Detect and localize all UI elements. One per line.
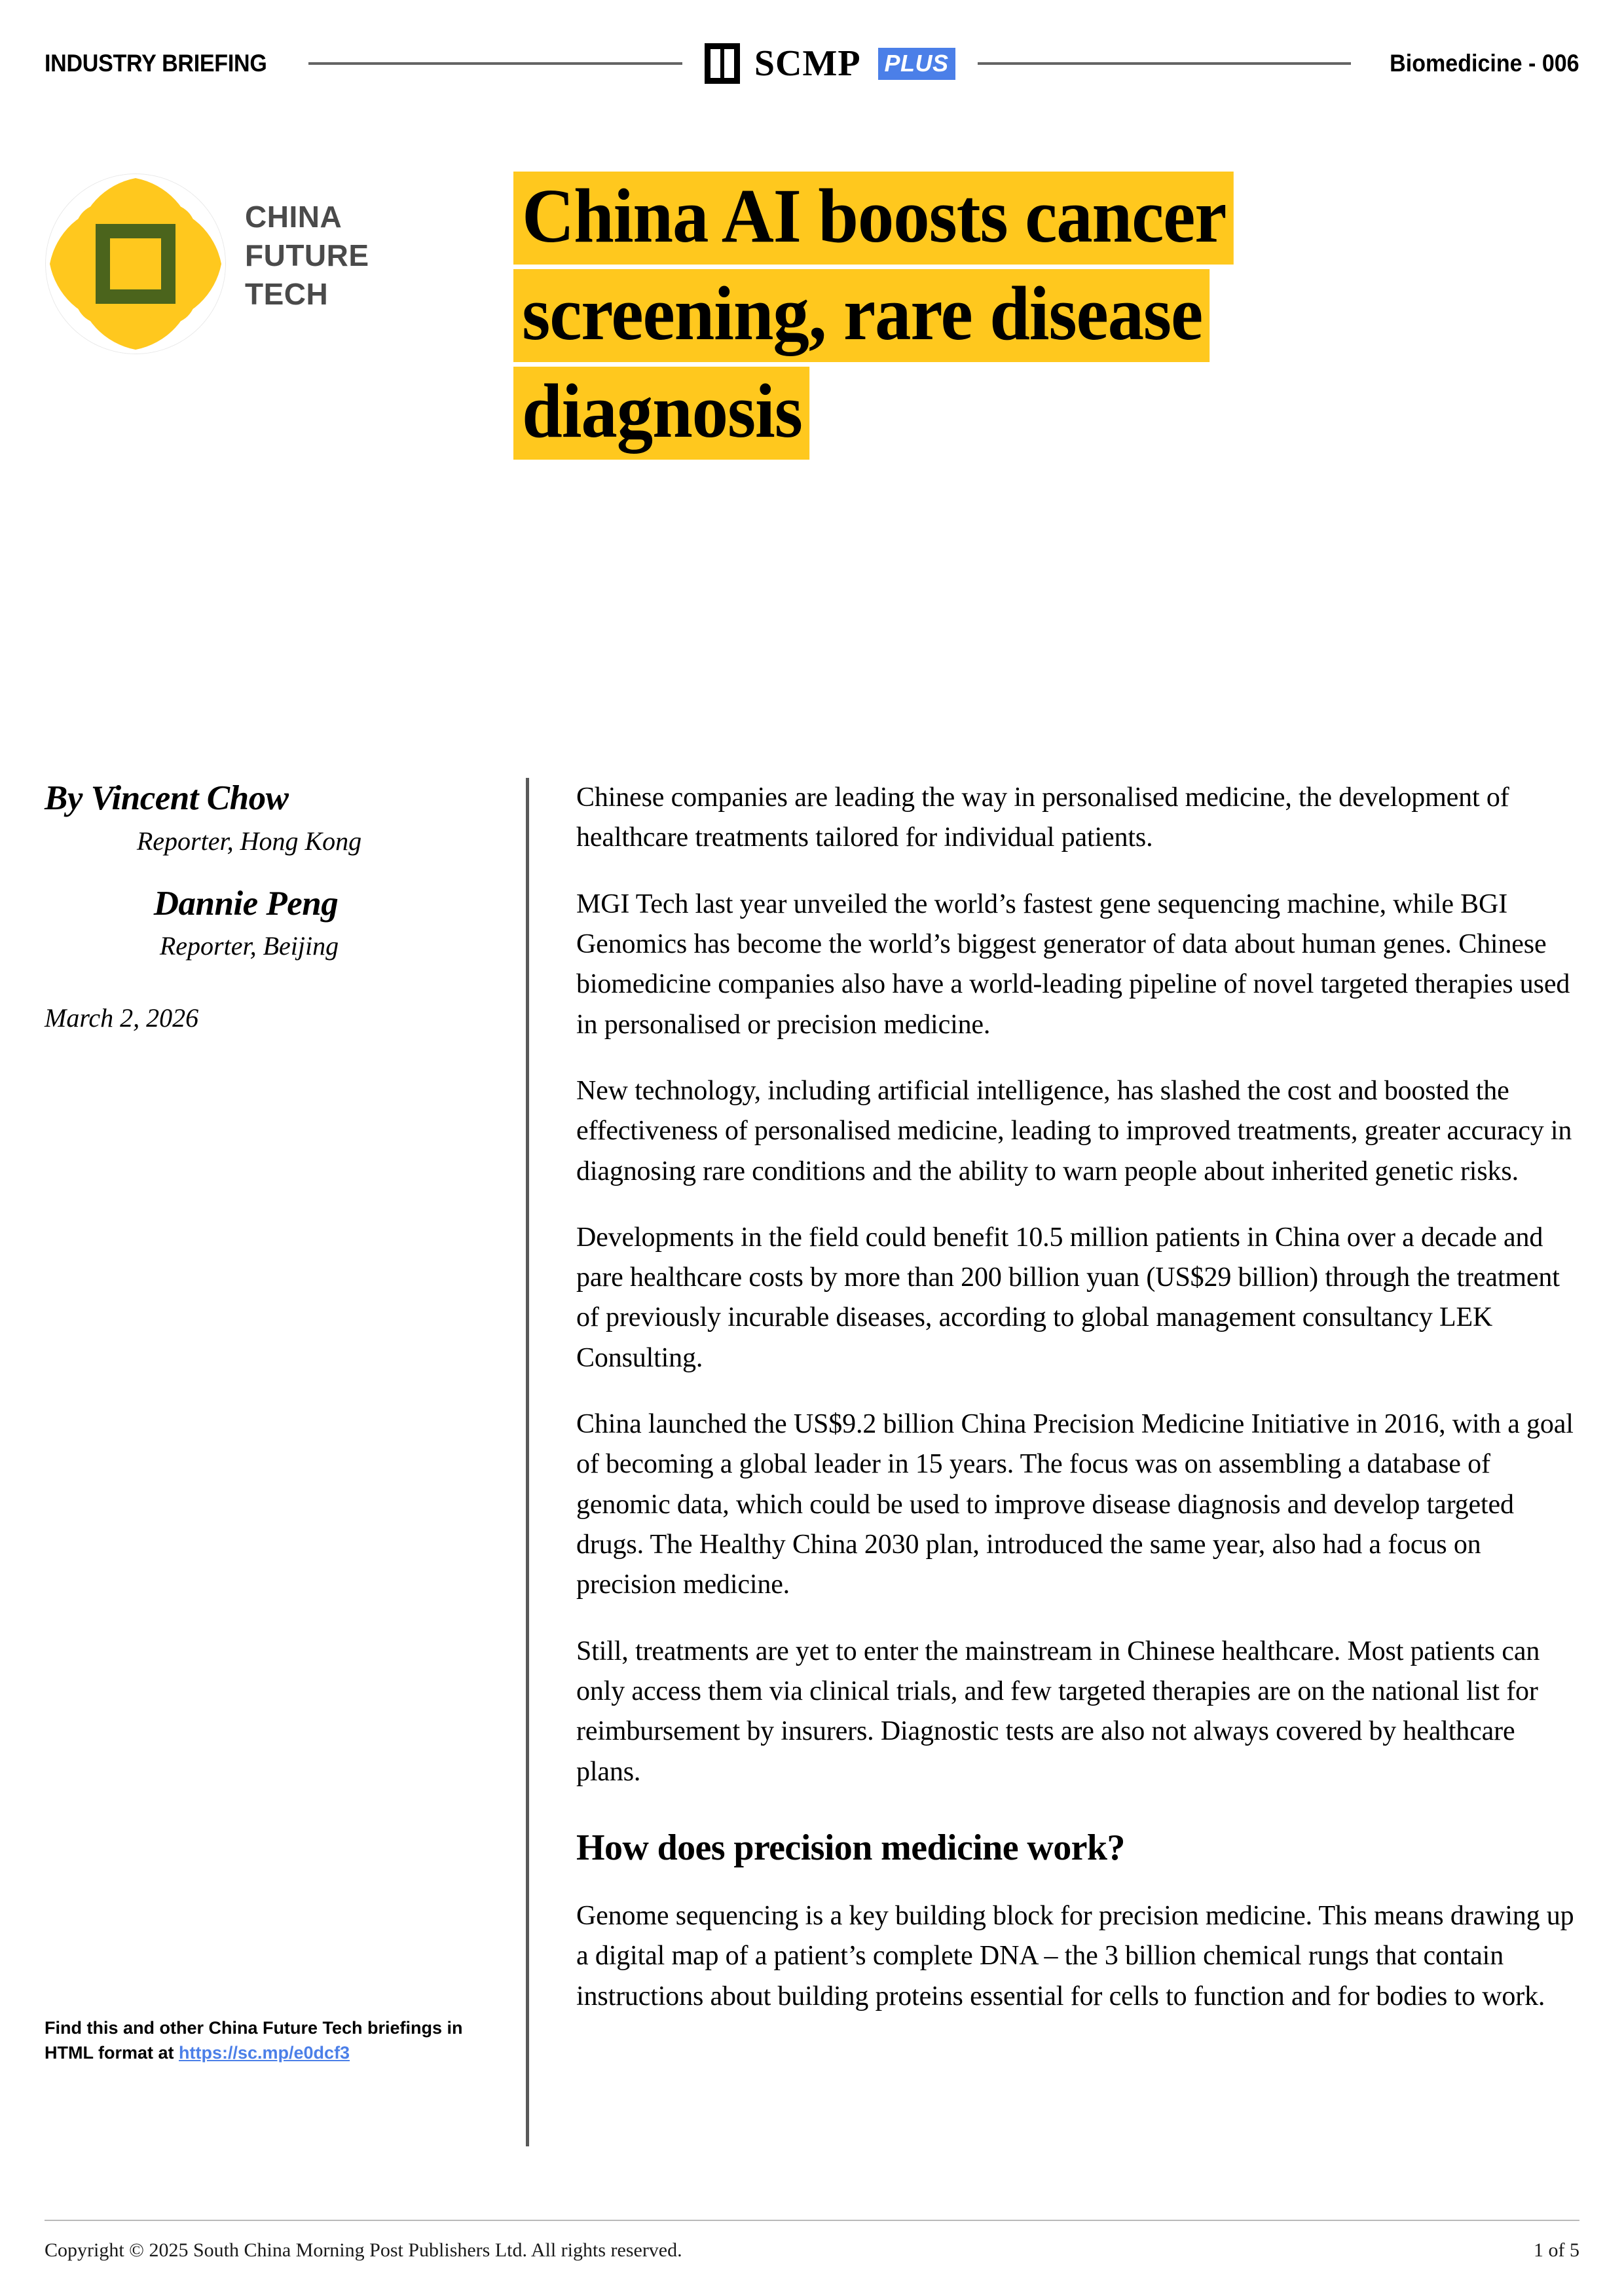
byline-column: [45, 778, 526, 2146]
publish-date: March 2, 2026: [45, 1003, 199, 1033]
body-paragraph: Chinese companies are leading the way in personalised medicine, the development of healthcare treatments tailored for individual patients.: [576, 782, 1509, 853]
series-label: Biomedicine - 006: [1390, 50, 1580, 77]
wordmark-line-3: TECH: [245, 276, 329, 311]
wordmark-line-1: CHINA: [245, 200, 342, 234]
byline-role-2: Reporter, Beijing: [159, 931, 339, 961]
scmp-square-icon: [705, 43, 740, 84]
body-paragraph: New technology, including artificial intelligence, has slashed the cost and boosted the effectiveness of personalised medicine, leading to improved treatments, greater accuracy in diagnosing rare conditions and the ability to warn people about inherited genetic risks.: [576, 1075, 1572, 1186]
page-title: [509, 172, 1583, 464]
body-paragraph: Still, treatments are yet to enter the mainstream in Chinese healthcare. Most patients can only access them via clinical trials, and few targeted therapies are on the national list for reimbursement by insurers. Diagnostic tests are also not always covered by healthcare plans.: [576, 1636, 1540, 1787]
section-subheading: How does precision medicine work?: [576, 1827, 1125, 1868]
body-column: [529, 778, 1583, 2146]
plus-badge: PLUS: [878, 48, 955, 80]
body-paragraph: MGI Tech last year unveiled the world’s fastest gene sequencing machine, while BGI Genomics has become the world’s biggest generator of data about human genes. Chinese biomedicine companies also have a world-leading pipeline of novel targeted therapies used in personalised or precision medicine.: [576, 889, 1570, 1040]
scmp-wordmark: SCMP: [754, 43, 861, 84]
masthead: [45, 172, 1583, 464]
china-future-tech-logo-block: [45, 172, 509, 355]
page-number: 1 of 5: [1534, 2239, 1579, 2261]
headline-line: diagnosis: [513, 367, 809, 460]
page-header: [0, 41, 1624, 86]
byline-author-2: Dannie Peng: [153, 884, 339, 923]
industry-briefing-kicker: INDUSTRY BRIEFING: [45, 50, 267, 77]
promo-note-link[interactable]: https://sc.mp/e0dcf3: [179, 2043, 350, 2063]
header-rule-right: [978, 62, 1352, 65]
byline-role-1: Reporter, Hong Kong: [136, 826, 362, 856]
promo-note-text: Find this and other China Future Tech briefings in HTML format at: [45, 2018, 463, 2063]
china-future-tech-wordmark: [245, 173, 369, 314]
article-body: [45, 778, 1583, 2146]
header-rule-left: [308, 62, 682, 65]
headline-line: screening, rare disease: [513, 269, 1209, 362]
body-paragraph: Developments in the field could benefit 10.5 million patients in China over a decade and pare healthcare costs by more than 200 billion yuan (US$29 billion) through the treatment of previously incurable diseases, according to global management consultancy LEK Consulting.: [576, 1222, 1560, 1373]
scmp-plus-logo[interactable]: [705, 43, 955, 84]
wordmark-line-2: FUTURE: [245, 238, 369, 272]
emblem-svg: [45, 173, 227, 355]
china-future-tech-emblem-icon: [45, 173, 227, 355]
footer-divider: [45, 2220, 1579, 2221]
promo-note: [45, 2015, 490, 2066]
headline-line: China AI boosts cancer: [513, 172, 1234, 265]
copyright-notice: Copyright © 2025 South China Morning Post Publishers Ltd. All rights reserved.: [45, 2239, 682, 2261]
page-footer: [45, 2239, 1579, 2262]
body-paragraph: China launched the US$9.2 billion China Precision Medicine Initiative in 2016, with a goal of becoming a global leader in 15 years. The focus was on assembling a database of genomic data, which could be used to improve disease diagnosis and develop targeted drugs. The Healthy China 2030 plan, introduced the same year, also had a focus on precision medicine.: [576, 1409, 1574, 1600]
byline-author-1: By Vincent Chow: [45, 779, 289, 817]
body-paragraph: Genome sequencing is a key building block for precision medicine. This means drawing up a digital map of a patient’s complete DNA – the 3 billion chemical rungs that contain instructions about building proteins essential for cells to function and for bodies to work.: [576, 1901, 1574, 2011]
